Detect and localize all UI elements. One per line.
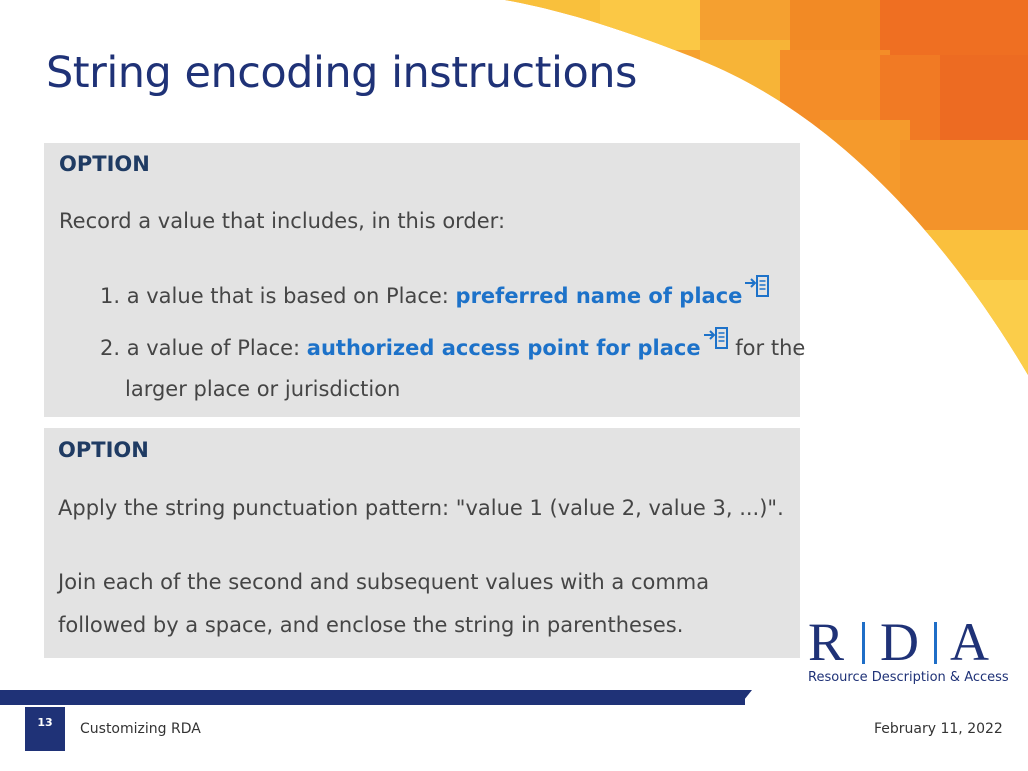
option-box-2 bbox=[44, 428, 800, 658]
glossary-link-icon[interactable] bbox=[703, 326, 729, 355]
logo-letter-d: D bbox=[880, 612, 919, 672]
logo-letter-a: A bbox=[950, 612, 989, 672]
glossary-link-icon[interactable] bbox=[744, 274, 770, 303]
option-intro: Record a value that includes, in this order: bbox=[59, 209, 506, 233]
logo-divider bbox=[862, 622, 865, 664]
list-item-2-prefix: 2. a value of Place: bbox=[100, 336, 307, 360]
option-heading: OPTION bbox=[58, 438, 149, 462]
list-item-1-prefix: 1. a value that is based on Place: bbox=[100, 284, 456, 308]
option-heading: OPTION bbox=[59, 152, 150, 176]
option-line-2: Join each of the second and subsequent values with a comma bbox=[58, 570, 710, 594]
footer-bar bbox=[0, 690, 745, 705]
footer-date: February 11, 2022 bbox=[874, 721, 1003, 737]
option-line-3: followed by a space, and enclose the string in parentheses. bbox=[58, 613, 684, 637]
option-line-1: Apply the string punctuation pattern: "value 1 (value 2, value 3, ...)". bbox=[58, 496, 784, 520]
preferred-name-of-place-link[interactable]: preferred name of place bbox=[455, 284, 743, 308]
logo-letter-r: R bbox=[808, 612, 845, 672]
option-box-1 bbox=[44, 143, 806, 417]
list-item-2-continuation: larger place or jurisdiction bbox=[125, 377, 401, 401]
authorized-access-point-link[interactable]: authorized access point for place bbox=[306, 336, 701, 360]
logo-divider bbox=[934, 622, 937, 664]
footer-bar-slant bbox=[730, 690, 752, 705]
list-item-2 bbox=[100, 336, 805, 360]
list-item-1 bbox=[100, 284, 770, 308]
footer-title: Customizing RDA bbox=[80, 721, 201, 737]
logo-tagline: Resource Description & Access bbox=[808, 670, 1009, 685]
list-item-2-suffix: for the bbox=[728, 336, 806, 360]
page-number: 13 bbox=[25, 707, 65, 751]
slide-title: String encoding instructions bbox=[46, 48, 637, 98]
